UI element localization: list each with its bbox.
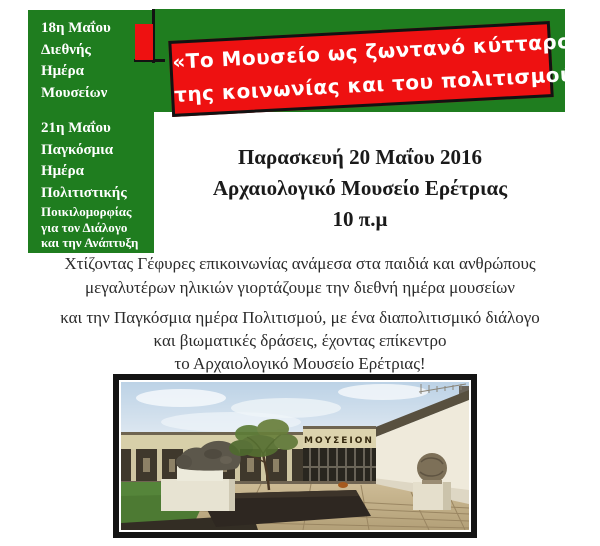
sidebar-line: Ημέρα: [41, 63, 84, 79]
quote-line-1: «Το Μουσείο ως ζωντανό κύτταρο: [171, 28, 572, 74]
description-line: Χτίζοντας Γέφυρες επικοινωνίας ανάμεσα στα παιδιά και ανθρώπους: [64, 254, 536, 273]
sidebar-line: για τον Διάλογο: [41, 219, 128, 235]
sidebar-line: Διεθνής: [41, 41, 91, 58]
event-details: [154, 142, 566, 235]
event-place: Αρχαιολογικό Μουσείο Ερέτριας: [212, 176, 508, 200]
sidebar-line: Ποικιλομορφίας: [41, 204, 132, 219]
sidebar-line: 21η Μαΐου: [41, 120, 111, 136]
sidebar-line: Ημέρα: [41, 163, 84, 179]
description-line: και την Παγκόσμια ημέρα Πολιτισμού, με ένα διαπολιτισμικό διάλογο: [60, 308, 540, 327]
description-paragraph-1: [0, 252, 600, 300]
description-line: το Αρχαιολογικό Μουσείο Ερέτριας!: [174, 354, 426, 373]
event-time: 10 π.μ: [332, 207, 388, 231]
description-paragraph-2: [0, 306, 600, 375]
sidebar-line: Παγκόσμια: [41, 141, 114, 158]
sidebar-line: Πολιτιστικής: [41, 184, 127, 201]
red-accent-chip: [135, 24, 153, 60]
description-text: [0, 252, 600, 375]
sidebar-line: 18η Μαΐου: [41, 20, 111, 36]
museum-sign-text: ΜΟΥΣΕΙΟΝ: [304, 436, 374, 446]
event-date: Παρασκευή 20 Μαΐου 2016: [237, 145, 483, 169]
sidebar-line: και την Ανάπτυξη: [41, 235, 139, 250]
museum-photo: [113, 374, 477, 538]
quote-line-2: της κοινωνίας και του πολιτισμού»: [173, 61, 588, 107]
sidebar-line: Μουσείων: [41, 84, 108, 101]
description-line: μεγαλυτέρων ηλικιών γιορτάζουμε την διεθνή ημέρα μουσείων: [85, 278, 515, 297]
museum-photo-illustration: [121, 382, 469, 530]
description-line: και βιωματικές δράσεις, έχοντας επίκεντρο: [153, 331, 447, 350]
